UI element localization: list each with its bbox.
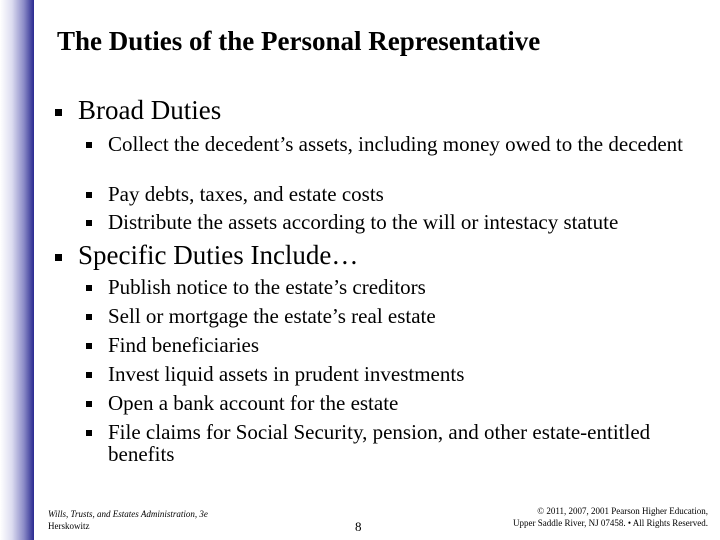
footer-author: Herskowitz xyxy=(48,521,90,531)
section-2-item-3-bullet-icon xyxy=(86,343,92,349)
section-2-item-6-bullet-icon xyxy=(86,430,92,436)
section-1-item-1-bullet-icon xyxy=(86,142,92,148)
section-2-item-4: Invest liquid assets in prudent investments xyxy=(108,362,465,386)
section-1-item-3-bullet-icon xyxy=(86,220,92,226)
section-2-item-2-bullet-icon xyxy=(86,314,92,320)
section-2-item-5: Open a bank account for the estate xyxy=(108,391,399,415)
footer-copyright-line-1: © 2011, 2007, 2001 Pearson Higher Education, xyxy=(537,506,708,516)
footer-copyright-line-2: Upper Saddle River, NJ 07458. • All Rights Reserved. xyxy=(512,518,708,528)
section-2-item-3: Find beneficiaries xyxy=(108,333,260,357)
section-1-item-3: Distribute the assets according to the will or intestacy statute xyxy=(108,210,619,234)
section-2-item-5-bullet-icon xyxy=(86,401,92,407)
section-1-heading: Broad Duties xyxy=(78,95,222,125)
section-2-item-4-bullet-icon xyxy=(86,372,92,378)
section-2-item-1-bullet-icon xyxy=(86,285,92,291)
section-2-item-1: Publish notice to the estate’s creditors xyxy=(108,275,426,299)
footer-copyright xyxy=(513,505,708,529)
section-1-item-1: Collect the decedent’s assets, including money owed to the decedent xyxy=(108,132,683,156)
footer-book-title: Wills, Trusts, and Estates Administration, 3e xyxy=(48,509,208,519)
section-2-bullet-icon xyxy=(55,254,62,261)
section-1-bullet-icon xyxy=(55,109,62,116)
section-1-item-2-bullet-icon xyxy=(86,192,92,198)
section-1-item-2: Pay debts, taxes, and estate costs xyxy=(108,182,384,206)
page-number: 8 xyxy=(355,519,362,534)
slide-side-gradient-bar xyxy=(0,0,34,540)
section-2-item-2: Sell or mortgage the estate’s real estate xyxy=(108,304,436,328)
footer-book-credit xyxy=(48,508,208,532)
section-2-item-6: File claims for Social Security, pension, and other estate-entitled benefits xyxy=(108,420,651,466)
section-2-heading: Specific Duties Include… xyxy=(78,240,359,270)
slide-title: The Duties of the Personal Representative xyxy=(57,26,541,56)
